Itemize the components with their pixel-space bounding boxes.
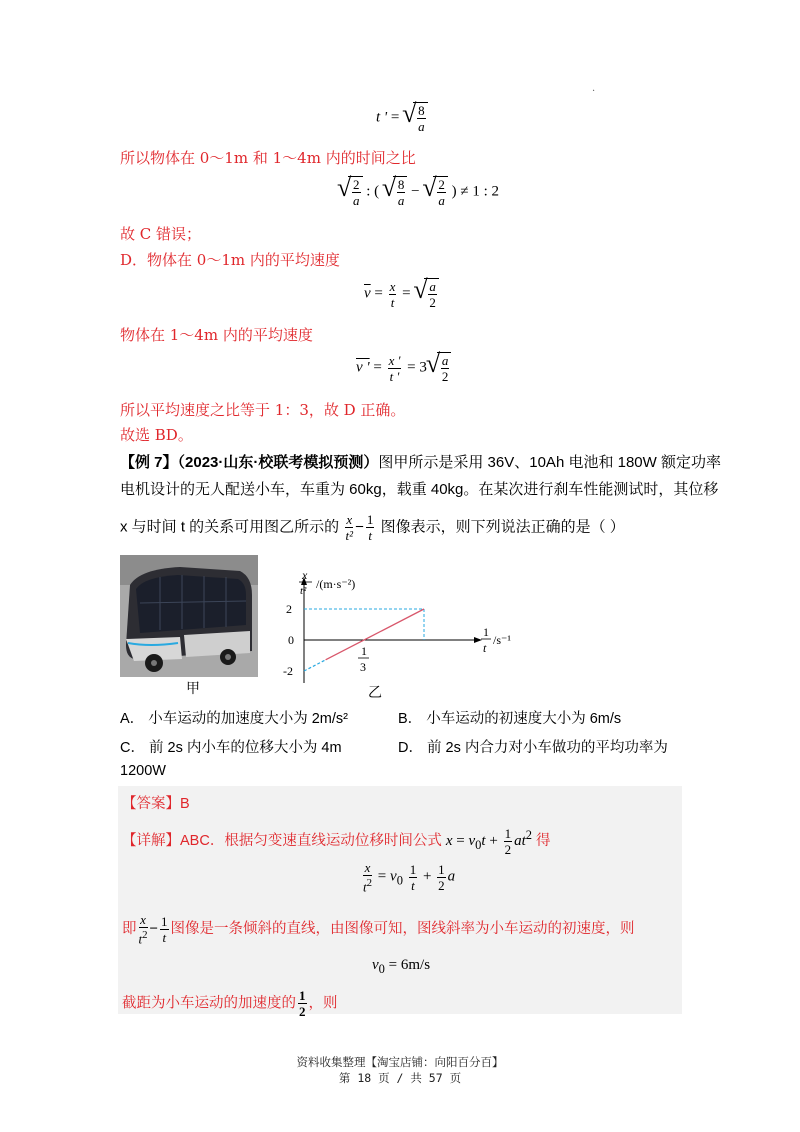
equation-avg-speed-2: v ' = $\frac{x '}{t '}$ = 3 √ $\frac{a}{2}$ xyxy=(356,352,451,384)
text-d-average-speed-1: D．物体在 0～1m 内的平均速度 xyxy=(120,251,340,269)
x-label-num: 1 xyxy=(483,625,489,639)
x-label-unit: /s⁻¹ xyxy=(493,633,511,647)
footer-source: 资料收集整理【淘宝店铺：向阳百分百】 xyxy=(296,1055,504,1069)
tick-y-bottom: -2 xyxy=(283,664,293,678)
text-average-speed-2: 物体在 1～4m 内的平均速度 xyxy=(120,326,313,344)
option-a[interactable]: A． 小车运动的加速度大小为 2m/s² xyxy=(120,711,348,727)
detail-line-2: 即 $\frac{x}{t^2}$ − $\frac{1}{t}$ 图像是一条倾斜的直线，由图像可知，图线斜率为小车运动的初速度，则 xyxy=(122,912,635,947)
figure-label-jia: 甲 xyxy=(186,680,200,696)
xt-graph xyxy=(272,565,522,690)
data-line-dashed xyxy=(304,660,326,671)
text-c-wrong: 故 C 错误； xyxy=(120,225,202,243)
option-d[interactable]: D． 前 2s 内合力对小车做功的平均功率为 xyxy=(398,740,668,756)
tick-x-num: 1 xyxy=(360,644,367,658)
y-label-unit: /(m·s⁻²) xyxy=(316,577,356,591)
text-choose-bd: 故选 BD。 xyxy=(120,426,193,444)
option-b[interactable]: B． 小车运动的初速度大小为 6m/s xyxy=(398,711,622,727)
corner-mark: · xyxy=(592,86,596,97)
detail-line-3: 截距为小车运动的加速度的 $\frac{1}{2}$ ，则 xyxy=(122,988,338,1019)
detail-line-1: 【详解】ABC．根据匀变速直线运动位移时间公式 $x = v_0t$ + $\frac{1}{2}$ $at^2$ 得 xyxy=(122,826,551,857)
answer-panel xyxy=(118,786,682,1014)
tick-x-den: 3 xyxy=(359,660,366,674)
example-7-line-3: x 与时间 t 的关系可用图乙所示的 $\frac{x}{\text{t²}}$ − $\frac{1}{t}$ 图像表示，则下列说法正确的是（ ） xyxy=(120,512,625,543)
equation-time-ratio: √ $\frac{2}{a}$ : ( √ $\frac{8}{a}$ − √ $\frac{2}{a}$ ) ≠ 1 : 2 xyxy=(338,176,499,208)
option-d-continued: 1200W xyxy=(120,763,166,779)
detail-v0: $v_0 = 6m/s$ xyxy=(372,957,431,976)
equation-t-prime: t ' = √ $\frac{8}{a}$ xyxy=(376,102,428,134)
equation-avg-speed-1: $\overline{v}$ = $\frac{x}{t}$ = √ $\frac{a}{2}$ xyxy=(364,278,439,310)
detail-equation: $\frac{x}{t^2}$ = $v_0$ $\frac{1}{t}$ + $\frac{1}{2}$ a xyxy=(363,860,456,895)
figure-label-yi: 乙 xyxy=(368,684,382,700)
data-line xyxy=(326,609,424,660)
option-c[interactable]: C． 前 2s 内小车的位移大小为 4m xyxy=(120,740,342,756)
x-label-den: t xyxy=(483,641,487,655)
x-axis-arrow xyxy=(474,637,482,643)
y-label-num: x xyxy=(302,568,308,582)
footer-page-number: 第 18 页 / 共 57 页 xyxy=(338,1071,462,1085)
y-label-den: t² xyxy=(300,585,307,597)
text-time-ratio: 所以物体在 0～1m 和 1～4m 内的时间之比 xyxy=(120,149,416,167)
text-d-correct: 所以平均速度之比等于 1：3，故 D 正确。 xyxy=(120,401,406,419)
tick-y-top: 2 xyxy=(286,602,292,616)
tick-y-zero: 0 xyxy=(288,633,294,647)
example-7-line-2: 电机设计的无人配送小车，车重为 60kg，载重 40kg。在某次进行刹车性能测试时，其位移 xyxy=(120,481,719,498)
answer-label: 【答案】B xyxy=(122,796,190,812)
example-7-line-1: 【例 7】（2023·山东·校联考模拟预测）图甲所示是采用 36V、10Ah 电池和 180W 额定功率 xyxy=(120,454,721,471)
vehicle-photo xyxy=(120,555,258,677)
